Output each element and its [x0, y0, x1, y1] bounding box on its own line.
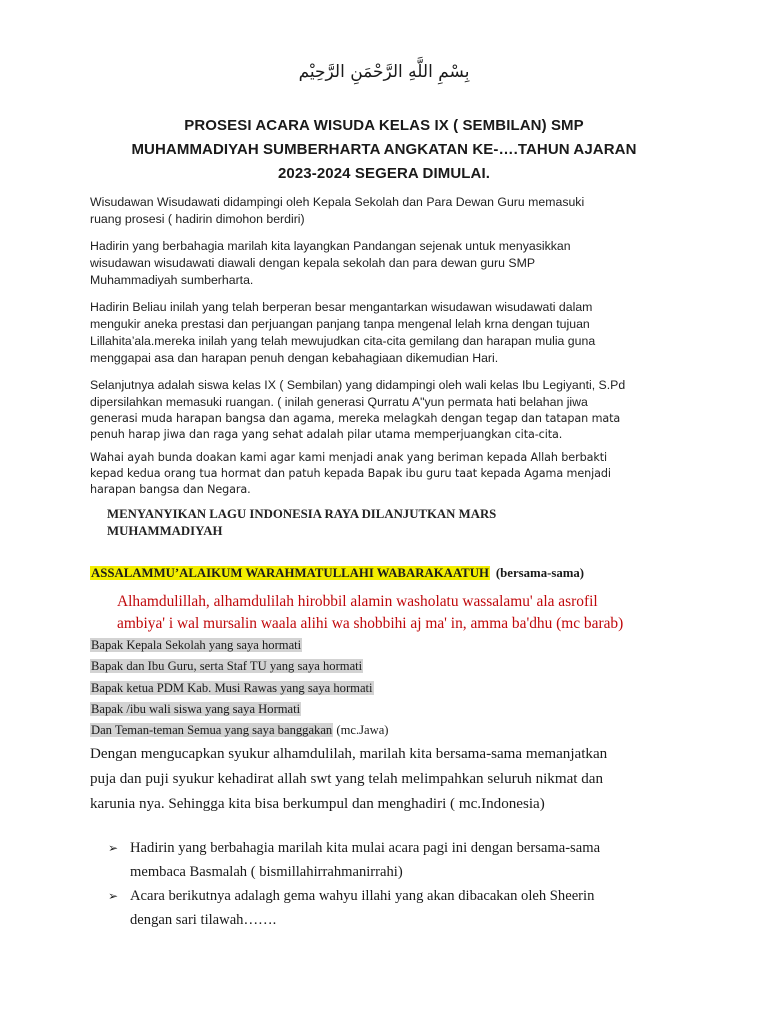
text-line: Alhamdulillah, alhamdulilah hirobbil alamin washolatu wassalamu' ala asrofil	[117, 593, 598, 610]
text-line: generasi muda harapan bangsa dan agama, mereka melagkah dengan tegap dan tatapan mata	[90, 412, 621, 425]
text-line: Wisudawan Wisudawati didampingi oleh Kepala Sekolah dan Para Dewan Guru memasuki	[90, 195, 585, 209]
greeting-line	[90, 637, 302, 654]
text-line: kepad kedua orang tua hormat dan patuh kepada Bapak ibu guru taat kepada Agama menjadi	[90, 467, 611, 480]
text-line: Hadirin Beliau inilah yang telah berperan besar mengantarkan wisudawan wisudawati dalam	[90, 300, 593, 314]
basmalah-text: بِسْمِ اللَّهِ الرَّحْمَنِ الرَّحِيْم	[298, 62, 470, 82]
greeting-line	[90, 680, 374, 697]
text-line: ruang prosesi ( hadirin dimohon berdiri)	[90, 212, 305, 226]
text-line: karunia nya. Sehingga kita bisa berkumpul dan menghadiri ( mc.Indonesia)	[90, 796, 545, 812]
greeting-line	[90, 722, 388, 739]
text-line: wisudawan wisudawati diawali dengan kepala sekolah dan para dewan guru SMP	[90, 256, 536, 270]
arabic-opening-red	[117, 591, 677, 635]
text-line: dipersilahkan memasuki ruangan. ( inilah generasi Qurratu A"yun permata hati belahan jiwa	[90, 395, 588, 409]
arrow-bullet-icon: ➢	[108, 841, 119, 855]
bullet-item	[108, 884, 688, 932]
paragraph-welcome-teachers	[90, 238, 690, 289]
document-title	[90, 114, 678, 186]
text-line: membaca Basmalah ( bismillahirrahmanirrahi)	[130, 864, 403, 880]
title-line: MUHAMMADIYAH SUMBERHARTA ANGKATAN KE-….TAHUN AJARAN	[131, 141, 637, 158]
text-line: dengan sari tilawah…….	[130, 912, 277, 928]
title-line: 2023-2024 SEGERA DIMULAI.	[277, 165, 491, 182]
text-line: ambiya' i wal mursalin waala alihi wa shobbihi aj ma' in, amma ba'dhu (mc barab)	[117, 615, 624, 632]
greeting-highlight: Bapak ketua PDM Kab. Musi Rawas yang saya hormati	[91, 681, 373, 695]
paragraph-students-entry	[90, 377, 690, 411]
bullet-list	[108, 836, 688, 932]
text-line: Hadirin yang berbahagia marilah kita mulai acara pagi ini dengan bersama-sama	[130, 840, 601, 856]
greeting-highlight: Bapak dan Ibu Guru, serta Staf TU yang saya hormati	[91, 659, 363, 673]
greeting-line	[90, 658, 363, 675]
title-line: PROSESI ACARA WISUDA KELAS IX ( SEMBILAN) SMP	[184, 117, 584, 134]
text-line: Wahai ayah bunda doakan kami agar kami menjadi anak yang beriman kepada Allah berbakti	[90, 451, 608, 464]
salam-line	[90, 566, 584, 581]
salam-highlight: ASSALAMMU’ALAIKUM WARAHMATULLAHI WABARAKAATUH	[91, 566, 489, 580]
song-heading	[107, 506, 667, 540]
text-line: menggapai asa dan harapan penuh dengan kebahagiaan dikemudian Hari.	[90, 351, 499, 365]
text-line: Dengan mengucapkan syukur alhamdulilah, marilah kita bersama-sama memanjatkan	[90, 746, 608, 762]
greeting-highlight: Bapak /ibu wali siswa yang saya Hormati	[91, 702, 301, 716]
paragraph-prayer	[90, 450, 690, 498]
text-line: Acara berikutnya adalagh gema wahyu illahi yang akan dibacakan oleh Sheerin	[130, 888, 595, 904]
text-line: Lillahita’ala.mereka inilah yang telah mewujudkan cita-cita gemilang dan harapan mulia guna	[90, 334, 596, 348]
paragraph-indonesia	[90, 742, 690, 817]
arrow-bullet-icon: ➢	[108, 889, 119, 903]
greeting-highlight: Bapak Kepala Sekolah yang saya hormati	[91, 638, 302, 652]
paragraph-teachers-role	[90, 299, 690, 367]
greeting-line	[90, 701, 301, 718]
text-line: mengukir aneka prestasi dan perjuangan panjang tanpa mengenal lelah krna dengan tujuan	[90, 317, 590, 331]
text-line: harapan bangsa dan Negara.	[90, 483, 251, 496]
text-line: MUHAMMADIYAH	[107, 524, 223, 538]
greeting-highlight: Dan Teman-teman Semua yang saya banggakan	[91, 723, 333, 737]
text-line: MENYANYIKAN LAGU INDONESIA RAYA DILANJUTKAN MARS	[107, 507, 497, 521]
text-line: puja dan puji syukur kehadirat allah swt yang telah melimpahkan seluruh nikmat dan	[90, 771, 604, 787]
bullet-item	[108, 836, 688, 884]
greeting-suffix: (mc.Jawa)	[333, 723, 389, 737]
salam-suffix: (bersama-sama)	[495, 566, 585, 580]
text-line: Hadirin yang berbahagia marilah kita layangkan Pandangan sejenak untuk menyasikkan	[90, 239, 571, 253]
text-line: Muhammadiyah sumberharta.	[90, 273, 254, 287]
text-line: Selanjutnya adalah siswa kelas IX ( Sembilan) yang didampingi oleh wali kelas Ibu Legiyanti, S.Pd	[90, 378, 626, 392]
paragraph-procession	[90, 194, 690, 228]
text-line: penuh harap jiwa dan raga yang sehat adalah pilar utama memperjuangkan cita-cita.	[90, 428, 563, 441]
paragraph-students-entry-continued	[90, 411, 690, 443]
